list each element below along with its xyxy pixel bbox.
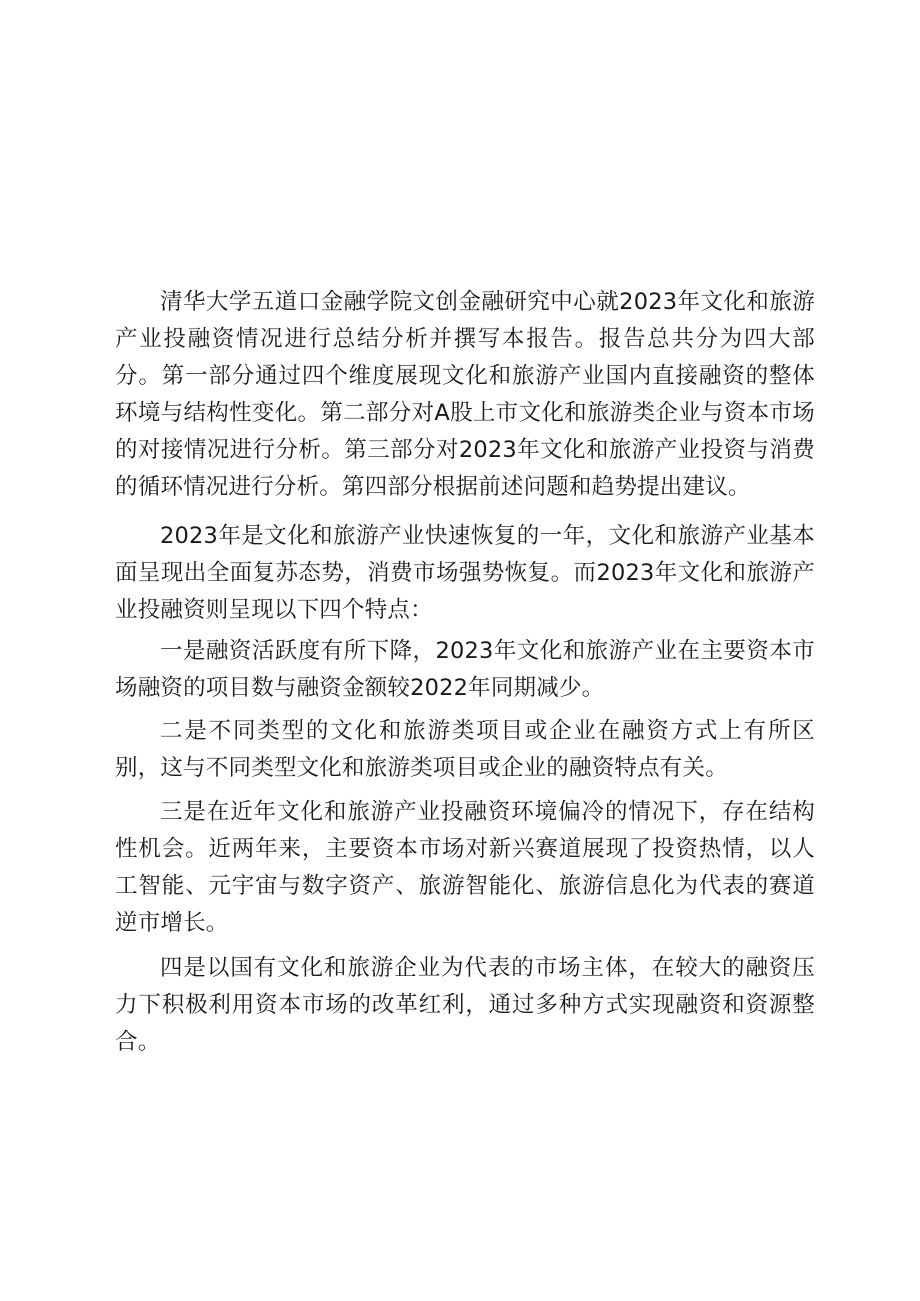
paragraph-feature-three: 三是在近年文化和旅游产业投融资环境偏冷的情况下，存在结构性机会。近两年来，主要资本市场对新兴赛道展现了投资热情，以人工智能、元宇宙与数字资产、旅游智能化、旅游信息化为代表的赛道逆市增长。 <box>115 799 815 936</box>
paragraph-feature-four: 四是以国有文化和旅游企业为代表的市场主体，在较大的融资压力下积极利用资本市场的改革红利，通过多种方式实现融资和资源整合。 <box>115 955 815 1055</box>
paragraph-feature-one: 一是融资活跃度有所下降，2023年文化和旅游产业在主要资本市场融资的项目数与融资金额较2022年同期减少。 <box>115 638 815 701</box>
document-body <box>115 284 815 1061</box>
paragraph-2023-summary: 2023年是文化和旅游产业快速恢复的一年，文化和旅游产业基本面呈现出全面复苏态势，消费市场强势恢复。而2023年文化和旅游产业投融资则呈现以下四个特点： <box>115 523 815 623</box>
paragraph-report-overview: 清华大学五道口金融学院文创金融研究中心就2023年文化和旅游产业投融资情况进行总结分析并撰写本报告。报告总共分为四大部分。第一部分通过四个维度展现文化和旅游产业国内直接融资的整体环境与结构性变化。第二部分对A股上市文化和旅游类企业与资本市场的对接情况进行分析。第三部分对2023年文化和旅游产业投资与消费的循环情况进行分析。第四部分根据前述问题和趋势提出建议。 <box>115 289 815 500</box>
paragraph-feature-two: 二是不同类型的文化和旅游类项目或企业在融资方式上有所区别，这与不同类型文化和旅游类项目或企业的融资特点有关。 <box>115 718 815 781</box>
